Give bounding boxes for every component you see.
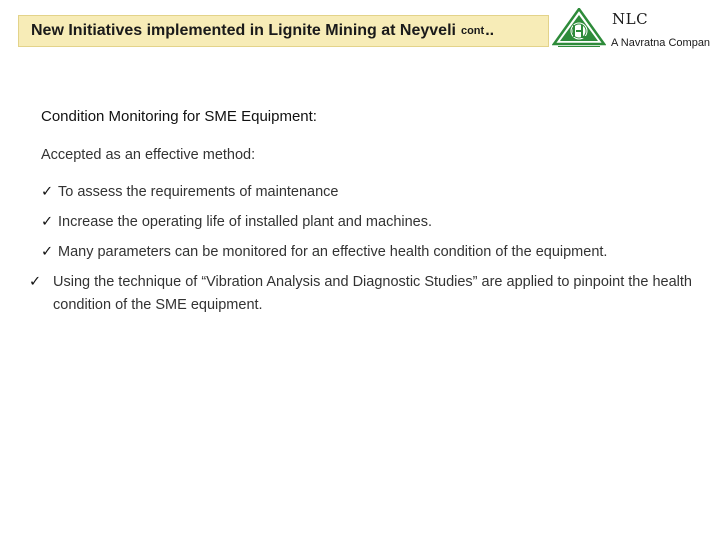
bullet-item <box>41 211 711 233</box>
bullet-item <box>41 241 711 263</box>
bullet-text: Using the technique of “Vibration Analysis and Diagnostic Studies” are applied to pinpoint the health condition of the SME equipment. <box>53 274 692 313</box>
nlc-logo <box>552 8 606 48</box>
slide-title: New Initiatives implemented in Lignite Mining at Neyveli <box>31 22 456 39</box>
company-name: NLC <box>612 10 649 28</box>
slide-title-suffix: cont <box>460 25 485 37</box>
checkmark-icon: ✓ <box>41 214 54 230</box>
bullet-item <box>41 181 711 203</box>
company-tagline: A Navratna Compan <box>611 37 711 49</box>
slide-title-dots: .. <box>485 22 495 39</box>
section-title: Condition Monitoring for SME Equipment: <box>41 108 317 125</box>
bullet-item <box>29 271 711 317</box>
header-bar <box>18 15 549 47</box>
intro-text: Accepted as an effective method: <box>41 147 256 163</box>
checkmark-icon: ✓ <box>29 274 42 290</box>
slide-content <box>29 108 711 325</box>
checkmark-icon: ✓ <box>41 184 54 200</box>
bullet-text: Increase the operating life of installed plant and machines. <box>58 214 433 230</box>
bullet-text: Many parameters can be monitored for an effective health condition of the equipment. <box>58 244 608 260</box>
bullet-text: To assess the requirements of maintenance <box>58 184 339 200</box>
bullet-list <box>29 181 711 317</box>
checkmark-icon: ✓ <box>41 244 54 260</box>
